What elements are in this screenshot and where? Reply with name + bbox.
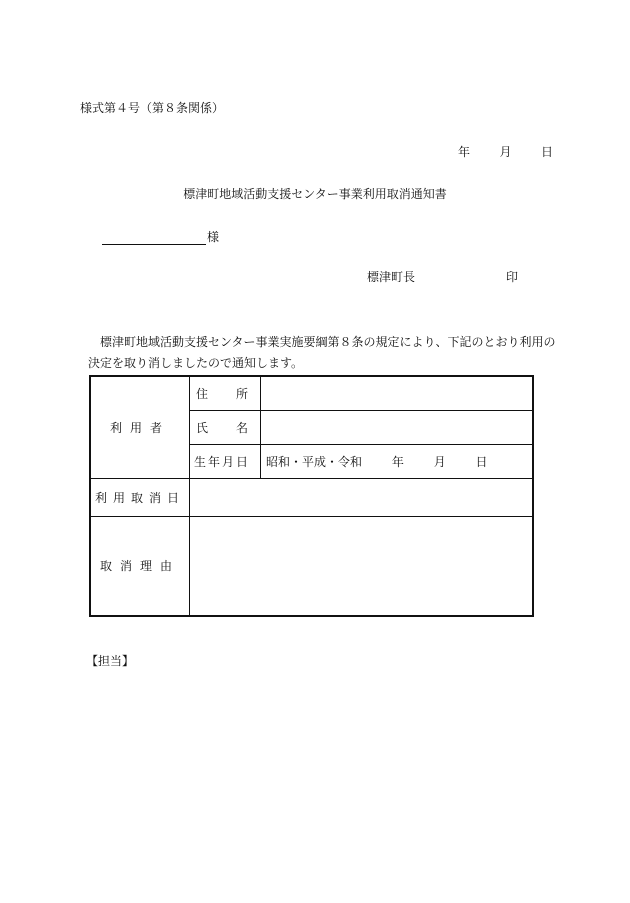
body-line-1: 標津町地域活動支援センター事業実施要綱第８条の規定により、下記のとおり利用の bbox=[100, 335, 556, 349]
name-label-char-1: 氏 bbox=[196, 420, 209, 435]
cancel-date-label: 利用取消日 bbox=[90, 478, 190, 516]
birthdate-year: 年 bbox=[391, 454, 404, 469]
reason-field[interactable] bbox=[190, 516, 534, 616]
address-label-char-1: 住 bbox=[196, 386, 209, 401]
cancel-date-field[interactable] bbox=[190, 478, 534, 516]
date-day-label: 日 bbox=[540, 145, 553, 159]
issuer-name: 標津町長 bbox=[367, 270, 416, 284]
name-label-char-2: 名 bbox=[235, 420, 248, 435]
body-line-2: 決定を取り消しましたので通知します。 bbox=[88, 356, 304, 370]
notice-table bbox=[89, 375, 534, 617]
name-field[interactable] bbox=[261, 410, 534, 444]
reason-label: 取消理由 bbox=[90, 516, 190, 616]
address-field[interactable] bbox=[261, 376, 534, 410]
birthdate-month: 月 bbox=[433, 454, 446, 469]
birthdate-day: 日 bbox=[475, 454, 488, 469]
form-number: 様式第４号（第８条関係） bbox=[80, 101, 225, 115]
body-text bbox=[88, 332, 556, 374]
birthdate-label: 生年月日 bbox=[190, 444, 261, 478]
date-month-label: 月 bbox=[499, 145, 512, 159]
address-row bbox=[90, 376, 533, 410]
addressee-suffix: 様 bbox=[207, 230, 220, 244]
document-title: 標津町地域活動支援センター事業利用取消通知書 bbox=[183, 187, 447, 201]
address-label-char-2: 所 bbox=[235, 386, 248, 401]
cancel-date-row bbox=[90, 478, 533, 516]
user-label: 利用者 bbox=[90, 376, 190, 478]
reason-row bbox=[90, 516, 533, 616]
date-year-label: 年 bbox=[458, 145, 471, 159]
birthdate-eras: 昭和・平成・令和 bbox=[266, 454, 363, 469]
birthdate-field[interactable] bbox=[261, 444, 534, 478]
seal-mark: 印 bbox=[506, 270, 519, 284]
addressee-blank-line bbox=[102, 232, 206, 245]
address-label bbox=[190, 376, 261, 410]
contact-label: 【担当】 bbox=[86, 654, 135, 668]
date-line bbox=[458, 143, 553, 160]
name-label bbox=[190, 410, 261, 444]
addressee bbox=[102, 228, 219, 245]
